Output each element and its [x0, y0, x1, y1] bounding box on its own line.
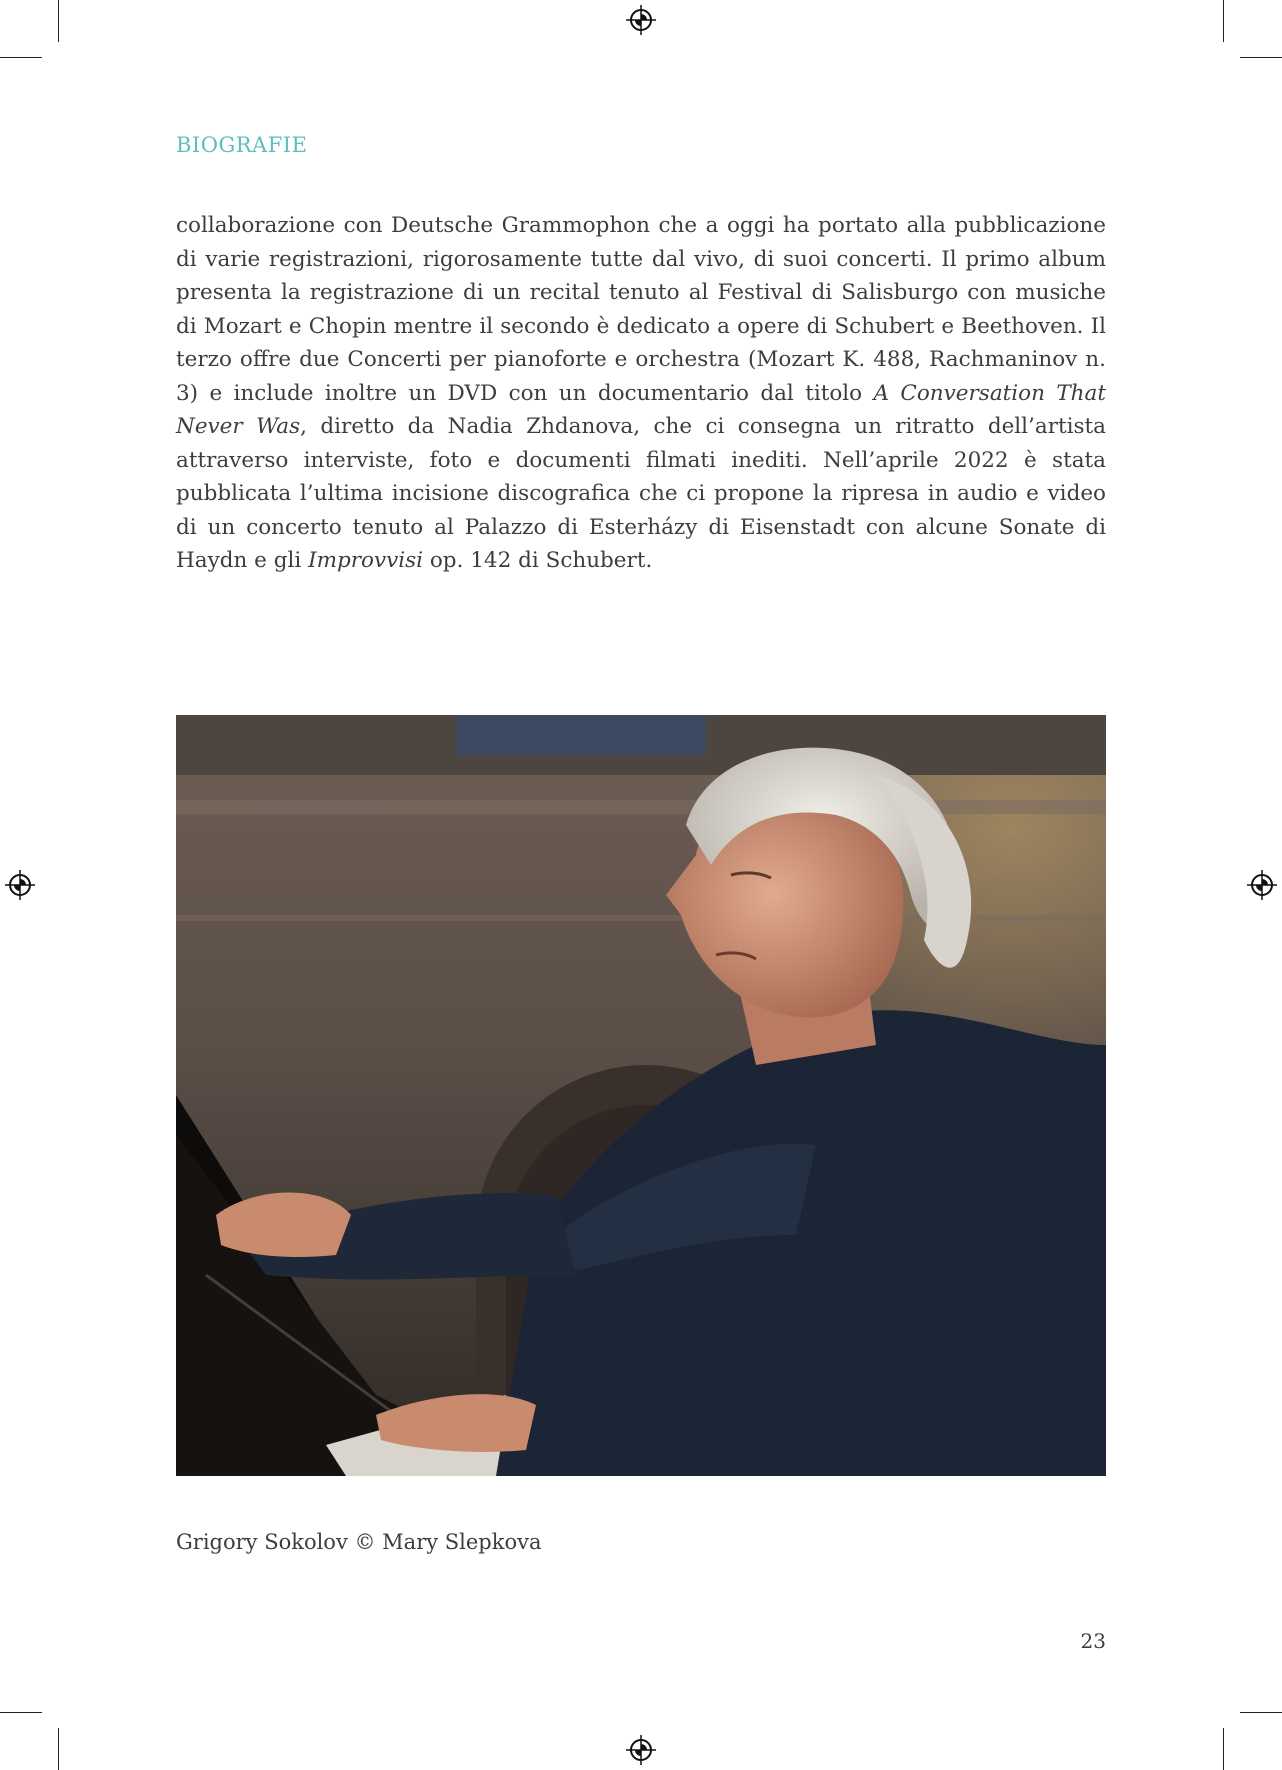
paragraph-text: op. 142 di Schubert.	[423, 548, 653, 573]
work-title: Improvvisi	[308, 548, 424, 573]
biography-paragraph	[176, 209, 1106, 578]
registration-mark-icon	[625, 4, 657, 36]
crop-mark	[1223, 1728, 1224, 1770]
section-label: BIOGRAFIE	[176, 133, 308, 157]
pianist-photo	[176, 715, 1106, 1476]
paragraph-text: collaborazione con Deutsche Grammophon che a oggi ha portato alla pubblicazione di varie registrazioni, rigorosamente tutte dal vivo, di suoi concerti. Il primo album presenta la registrazione di un recital tenuto al Festival di Salisburgo con musiche di Mozart e Chopin mentre il secondo è dedicato a opere di Schubert e Beethoven. Il terzo offre due Concerti per pianoforte e orchestra (Mozart K. 488, Rachmaninov n. 3) e include inoltre un DVD con un documentario dal titolo	[176, 213, 1106, 406]
crop-mark	[0, 1712, 42, 1713]
crop-mark	[1223, 0, 1224, 42]
registration-mark-icon	[1246, 869, 1278, 901]
pianist-illustration	[176, 715, 1106, 1476]
page-number: 23	[1080, 1629, 1106, 1653]
crop-mark	[0, 57, 42, 58]
photo-caption: Grigory Sokolov © Mary Slepkova	[176, 1530, 542, 1554]
registration-mark-icon	[625, 1734, 657, 1766]
documentary-title: A Conversation That Never Was	[176, 380, 1106, 439]
crop-mark	[1240, 1712, 1282, 1713]
crop-mark	[1240, 57, 1282, 58]
paragraph-text: , diretto da Nadia Zhdanova, che ci consegna un ritratto dell’artista attraverso interviste, foto e documenti filmati inediti. Nell’aprile 2022 è stata pubblicata l’ultima incisione discografica che ci propone la ripresa in audio e video di un concerto tenuto al Palazzo di Esterházy di Eisenstadt con alcune Sonate di Haydn e gli	[176, 414, 1106, 573]
crop-mark	[58, 1728, 59, 1770]
crop-mark	[58, 0, 59, 42]
registration-mark-icon	[4, 869, 36, 901]
